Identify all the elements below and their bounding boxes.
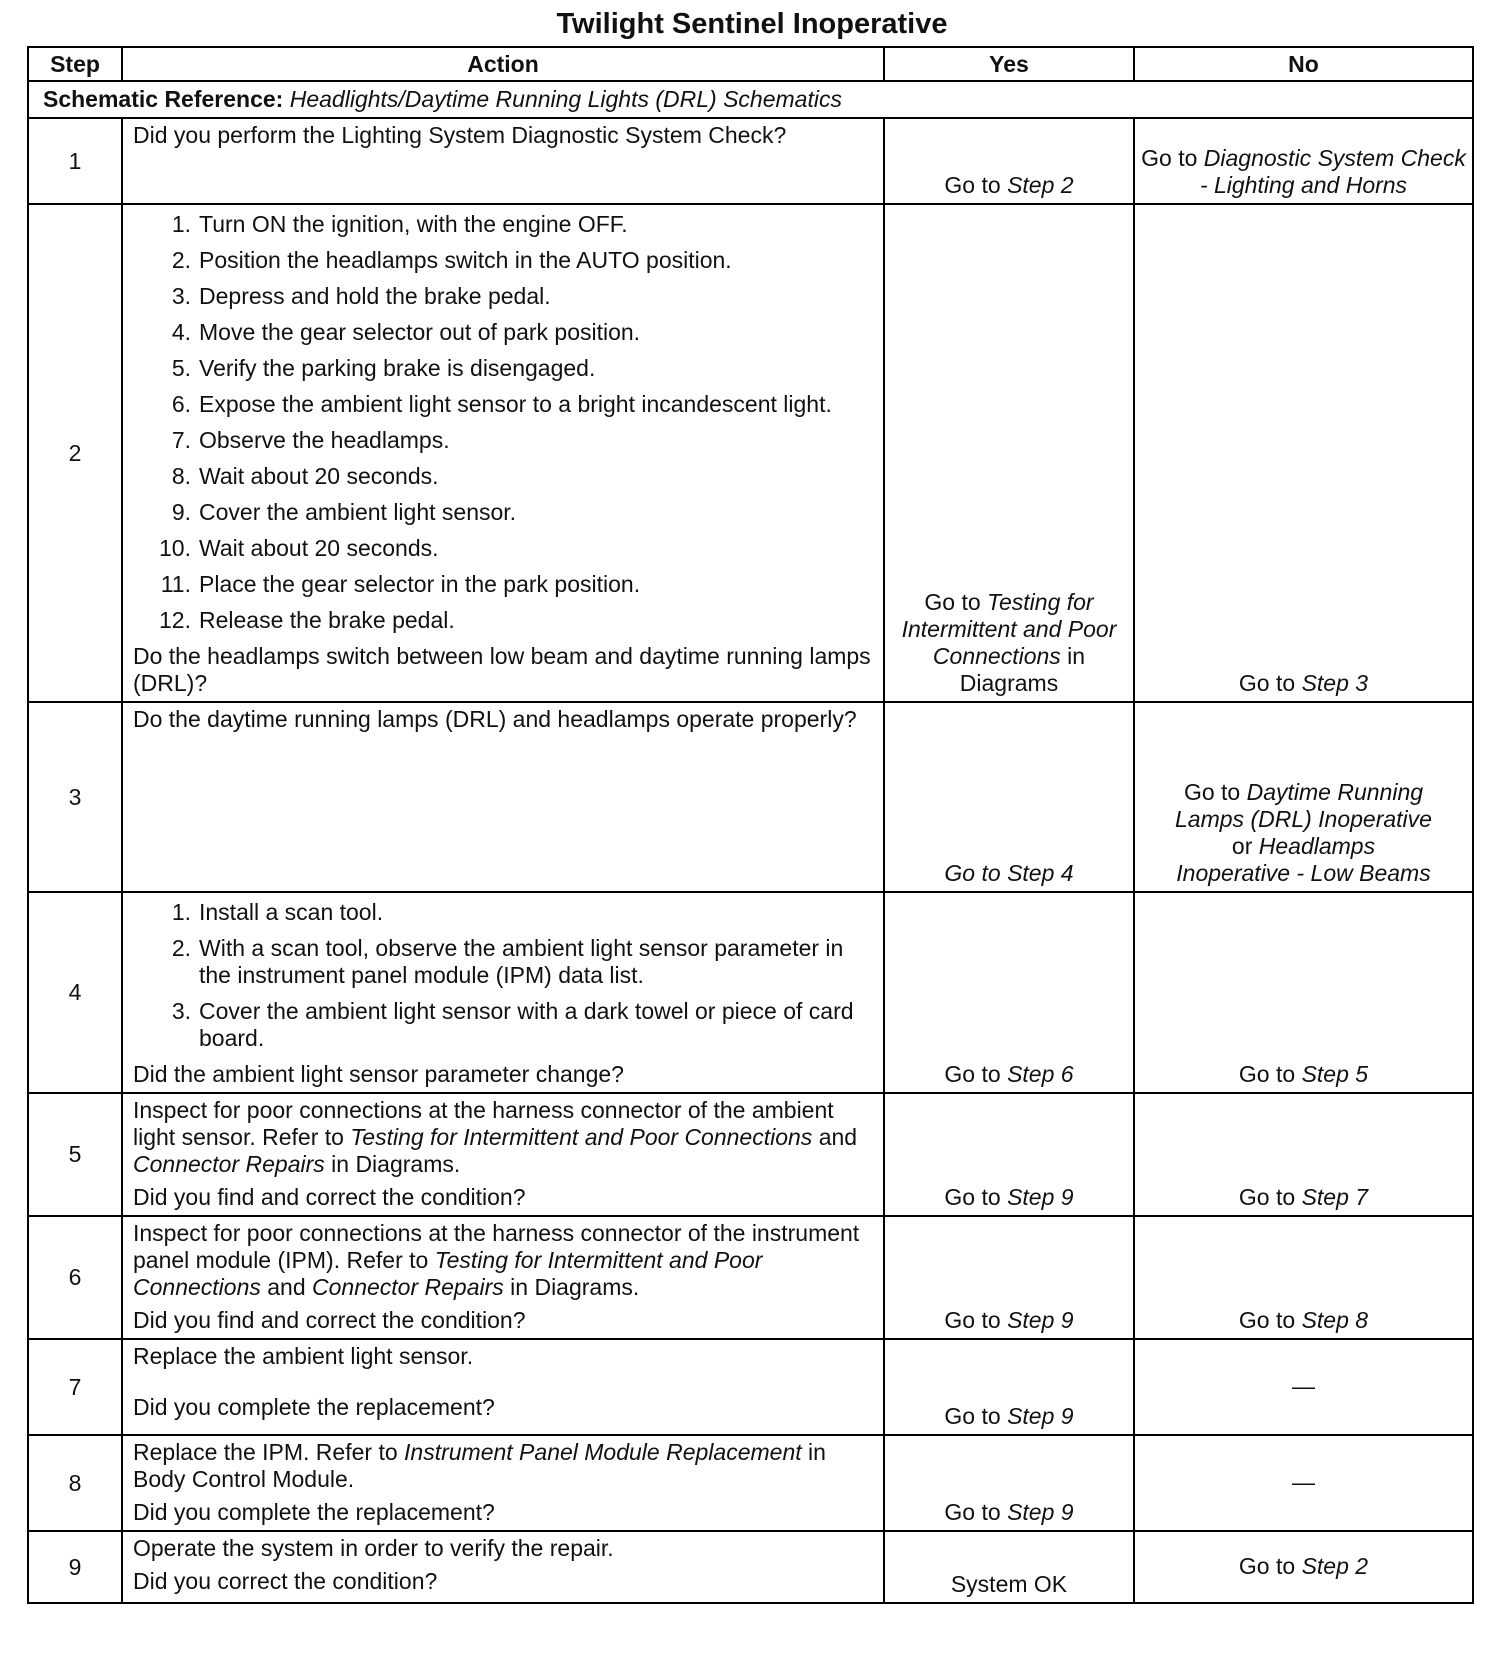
no-cell (1134, 1093, 1473, 1216)
schematic-value: Headlights/Daytime Running Lights (DRL) Schematics (289, 86, 842, 112)
reference-link[interactable]: Connector Repairs (312, 1274, 504, 1300)
list-item: 6. Expose the ambient light sensor to a bright incandescent light. (171, 391, 832, 417)
no-cell (1134, 204, 1473, 702)
action-question: Did you find and correct the condition? (133, 1307, 526, 1333)
list-item: 12. Release the brake pedal. (159, 607, 455, 633)
yes-cell: System OK (884, 1531, 1134, 1603)
no-link[interactable]: Diagnostic System Check - Lighting and Horns (1199, 145, 1466, 198)
yes-text: Go to (944, 1184, 1008, 1210)
header-no: No (1134, 47, 1473, 81)
no-text: Go to (1183, 779, 1247, 805)
action-steps-list (133, 211, 873, 634)
table-row (28, 1093, 1473, 1216)
table-row (28, 118, 1473, 204)
no-cell: — (1134, 1435, 1473, 1531)
no-cell (1134, 1216, 1473, 1339)
yes-text: Go to (944, 1307, 1008, 1333)
action-cell (122, 1435, 884, 1531)
header-row (28, 47, 1473, 81)
table-row (28, 702, 1473, 892)
step-number: 1 (28, 118, 122, 204)
list-item: 1. Turn ON the ignition, with the engine OFF. (171, 211, 628, 237)
action-instruction: Inspect for poor connections at the harness connector of the ambient light sensor. Refer to Testing for Intermittent and Poor Connections and Connector Repairs in Diagrams. (133, 1097, 858, 1177)
diagnostic-table (27, 46, 1474, 1604)
no-text: Go to (1238, 1184, 1302, 1210)
schematic-reference (28, 81, 1473, 118)
action-question: Did you perform the Lighting System Diagnostic System Check? (133, 122, 787, 148)
step-number: 2 (28, 204, 122, 702)
action-cell (122, 1216, 884, 1339)
yes-cell (884, 118, 1134, 204)
yes-text: Go to (944, 172, 1008, 198)
action-cell (122, 118, 884, 204)
no-text: or (1231, 833, 1259, 859)
no-cell (1134, 118, 1473, 204)
yes-link[interactable]: Testing for Intermittent and Poor Connections (901, 589, 1117, 669)
no-text: Go to (1238, 670, 1302, 696)
action-instruction: Replace the IPM. Refer to Instrument Panel Module Replacement in Body Control Module. (133, 1439, 826, 1492)
yes-text: Go to (944, 1499, 1008, 1525)
action-cell (122, 702, 884, 892)
step-number: 8 (28, 1435, 122, 1531)
header-step: Step (28, 47, 122, 81)
yes-cell (884, 1093, 1134, 1216)
reference-link[interactable]: Testing for Intermittent and Poor Connections (350, 1124, 813, 1150)
yes-cell (884, 892, 1134, 1093)
action-cell (122, 1339, 884, 1435)
no-text: Go to (1238, 1307, 1302, 1333)
list-item: 3. Depress and hold the brake pedal. (171, 283, 551, 309)
page-title: Twilight Sentinel Inoperative (556, 8, 948, 40)
reference-link[interactable]: Instrument Panel Module Replacement (404, 1439, 802, 1465)
action-question: Do the headlamps switch between low beam and daytime running lamps (DRL)? (133, 643, 871, 696)
action-instruction: Replace the ambient light sensor. (133, 1343, 474, 1369)
reference-link[interactable]: Testing for Intermittent and Poor Connections (133, 1247, 763, 1300)
yes-cell (884, 204, 1134, 702)
yes-cell (884, 702, 1134, 892)
action-instruction: Operate the system in order to verify the repair. (133, 1535, 614, 1561)
action-cell (122, 204, 884, 702)
table-row (28, 1339, 1473, 1435)
no-link[interactable]: Step 3 (1301, 670, 1369, 696)
yes-link[interactable]: Step 9 (1007, 1307, 1074, 1333)
yes-text: in Diagrams (959, 643, 1086, 696)
list-item: 4. Move the gear selector out of park position. (171, 319, 641, 345)
action-question: Do the daytime running lamps (DRL) and headlamps operate properly? (133, 706, 857, 732)
table-row (28, 1216, 1473, 1339)
list-item: 9. Cover the ambient light sensor. (171, 499, 517, 525)
action-cell (122, 1093, 884, 1216)
table-row (28, 892, 1473, 1093)
action-question: Did you complete the replacement? (133, 1499, 495, 1525)
yes-text: Go to (944, 1061, 1008, 1087)
no-cell (1134, 702, 1473, 892)
yes-cell (884, 1339, 1134, 1435)
no-link[interactable]: Step 8 (1301, 1307, 1369, 1333)
no-text: Go to (1238, 1553, 1302, 1579)
list-item: 8. Wait about 20 seconds. (171, 463, 439, 489)
no-link[interactable]: Daytime Running Lamps (DRL) Inoperative (1175, 779, 1432, 832)
step-number: 3 (28, 702, 122, 892)
no-link[interactable]: Step 5 (1301, 1061, 1369, 1087)
yes-text: Go to (924, 589, 988, 615)
no-cell: — (1134, 1339, 1473, 1435)
reference-link[interactable]: Connector Repairs (133, 1151, 325, 1177)
action-instruction: Inspect for poor connections at the harness connector of the instrument panel module (IPM). Refer to Testing for Intermittent and Poor Connections and Connector Repairs in Diagrams. (133, 1220, 860, 1300)
schematic-label: Schematic Reference: (43, 86, 284, 112)
action-steps-list (133, 899, 873, 1052)
no-cell (1134, 892, 1473, 1093)
table-row (28, 204, 1473, 702)
yes-link[interactable]: Step 9 (1007, 1403, 1074, 1429)
yes-link[interactable]: Step 6 (1007, 1061, 1074, 1087)
list-item: 5. Verify the parking brake is disengaged. (171, 355, 596, 381)
step-number: 4 (28, 892, 122, 1093)
yes-cell (884, 1435, 1134, 1531)
yes-link[interactable]: Step 2 (1007, 172, 1074, 198)
no-text: Go to (1238, 1061, 1302, 1087)
no-text: Go to (1141, 145, 1204, 171)
step-number: 6 (28, 1216, 122, 1339)
list-item: 7. Observe the headlamps. (171, 427, 450, 453)
list-item: 11. Place the gear selector in the park position. (160, 571, 641, 597)
schematic-row (28, 81, 1473, 118)
yes-text: Go to (944, 1403, 1008, 1429)
step-number: 7 (28, 1339, 122, 1435)
list-item: 2. With a scan tool, observe the ambient light sensor parameter in the instrument panel module (IPM) data list. (171, 935, 844, 988)
action-question: Did the ambient light sensor parameter change? (133, 1061, 624, 1087)
no-link[interactable]: Step 2 (1301, 1553, 1369, 1579)
action-question: Did you correct the condition? (133, 1568, 438, 1594)
list-item: 3. Cover the ambient light sensor with a dark towel or piece of card board. (171, 998, 854, 1051)
table-row (28, 1531, 1473, 1603)
table-row (28, 1435, 1473, 1531)
header-action: Action (122, 47, 884, 81)
yes-link[interactable]: Go to Step 4 (944, 860, 1074, 886)
list-item: 2. Position the headlamps switch in the AUTO position. (171, 247, 732, 273)
yes-cell (884, 1216, 1134, 1339)
step-number: 9 (28, 1531, 122, 1603)
action-question: Did you find and correct the condition? (133, 1184, 526, 1210)
step-number: 5 (28, 1093, 122, 1216)
yes-link[interactable]: Step 9 (1007, 1499, 1074, 1525)
no-link[interactable]: Step 7 (1301, 1184, 1369, 1210)
no-link[interactable]: Headlamps Inoperative - Low Beams (1176, 833, 1431, 886)
action-question: Did you complete the replacement? (133, 1394, 495, 1420)
list-item: 1. Install a scan tool. (171, 899, 384, 925)
list-item: 10. Wait about 20 seconds. (159, 535, 439, 561)
header-yes: Yes (884, 47, 1134, 81)
yes-link[interactable]: Step 9 (1007, 1184, 1074, 1210)
action-cell (122, 1531, 884, 1603)
no-cell (1134, 1531, 1473, 1603)
action-cell (122, 892, 884, 1093)
